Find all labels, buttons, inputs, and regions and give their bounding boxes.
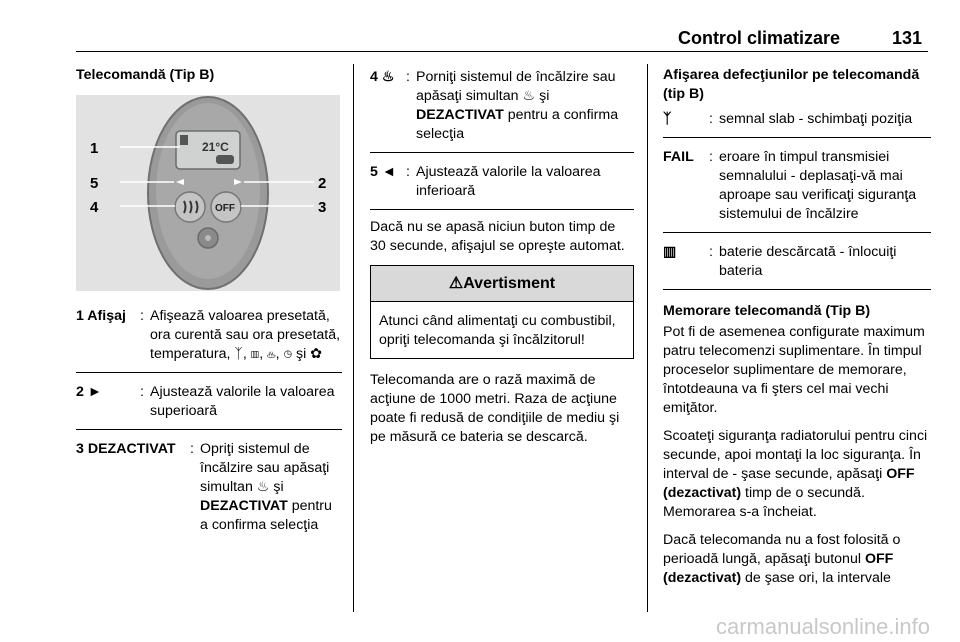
column-2	[370, 66, 634, 456]
column-divider	[647, 64, 648, 612]
definition-item-4: 4 ♨ : Porniţi sistemul de încălzire sau apăsaţi simultan ♨ şi DEZACTIVAT pentru a confirma selecţia	[370, 66, 634, 153]
warning-box	[370, 265, 634, 359]
callout-3: 3	[318, 199, 327, 216]
section-heading: Telecomandă (Tip B)	[76, 67, 215, 83]
paragraph: Dacă nu se apasă niciun buton timp de 30 secunde, afişajul se opreşte automat.	[370, 219, 625, 254]
column-divider	[353, 64, 354, 612]
remote-control-figure	[76, 95, 340, 291]
section-heading: Afişarea defecţiunilor pe telecomandă (tip B)	[663, 67, 920, 102]
section-heading: Memorare telecomandă (Tip B)	[663, 303, 871, 319]
item-key: 4 ♨	[370, 69, 395, 85]
fault-item: ᛉ : semnal slab - schimbaţi poziţia	[663, 108, 931, 138]
item-text: Ajustează valorile la valoarea superioară	[150, 384, 335, 419]
warning-title: ⚠Avertisment	[371, 266, 633, 302]
item-text: Porniţi sistemul de încălzire sau apăsaţi simultan ♨ şi DEZACTIVAT pentru a confirma selecţia	[416, 69, 619, 142]
page-header	[76, 0, 928, 52]
column-1	[76, 66, 342, 551]
item-text: Afişează valoarea presetată, ora curentă sau ora presetată, temperatura, ᛉ, ▥, ♨, ◷ şi ✿	[150, 308, 341, 362]
callout-5: 5	[90, 175, 99, 192]
paragraph: Dacă telecomanda nu a fost folosită o perioadă lungă, apăsaţi butonul OFF (dezactivat) de şase ori, la intervale	[663, 532, 901, 586]
battery-icon: ▥	[663, 244, 677, 260]
definition-item-3: 3 DEZACTIVAT : Opriţi sistemul de încălzire sau apăsaţi simultan ♨ şi DEZACTIVAT pentru a confirma selecţia	[76, 438, 342, 543]
screen-temperature: 21°C	[202, 140, 229, 154]
item-key: 1 Afişaj	[76, 308, 126, 324]
heating-button	[175, 192, 205, 222]
page-title: Control climatizare	[677, 28, 840, 48]
svg-text:OFF: OFF	[215, 203, 235, 214]
paragraph: Telecomanda are o rază maximă de acţiune de 1000 metri. Raza de acţiune poate fi redusă de condiţiile de mediu şi pe măsură ce bateria se descarcă.	[370, 372, 620, 445]
definition-item-2: 2 ► : Ajustează valorile la valoarea superioară	[76, 381, 342, 430]
paragraph: Scoateţi siguranţa radiatorului pentru cinci secunde, apoi montaţi la loc siguranţa. În interval de - şase secunde, apăsaţi OFF (dezactivat) timp de o secundă. Memorarea s-a încheiat.	[663, 428, 928, 520]
warning-body: Atunci când alimentaţi cu combustibil, opriţi telecomanda şi încălzitorul!	[379, 313, 616, 348]
item-text: baterie descărcată - înlocuiţi bateria	[719, 244, 897, 279]
watermark: carmanualsonline.info	[715, 614, 930, 639]
definition-item-5: 5 ◄ : Ajustează valorile la valoarea inferioară	[370, 161, 634, 210]
fault-item: FAIL : eroare în timpul transmisiei semnalului - deplasaţi-vă mai aproape sau verificaţi siguranţa sistemului de încălzire	[663, 146, 931, 233]
column-3	[663, 66, 931, 597]
callout-2: 2	[318, 175, 327, 192]
page-number: 131	[891, 28, 922, 48]
callout-4: 4	[90, 199, 99, 216]
item-key: 2 ►	[76, 384, 102, 400]
item-key: FAIL	[663, 149, 694, 165]
fault-item: ▥ : baterie descărcată - înlocuiţi bateria	[663, 241, 931, 290]
item-text: Opriţi sistemul de încălzire sau apăsaţi simultan ♨ şi DEZACTIVAT pentru a confirma selecţia	[200, 441, 332, 533]
item-key: 5 ◄	[370, 164, 396, 180]
item-text: Ajustează valorile la valoarea inferioară	[416, 164, 601, 199]
callout-1: 1	[90, 140, 99, 157]
item-key: 3 DEZACTIVAT	[76, 441, 176, 457]
signal-icon: ᛉ	[663, 111, 672, 127]
paragraph: Pot fi de asemenea configurate maximum patru telecomenzi suplimentare. În timpul proceselor suplimentare de memorare, întotdeauna va fi şters cel mai vechi emiţător.	[663, 324, 925, 416]
definition-item-1: 1 Afişaj : Afişează valoarea presetată, ora curentă sau ora presetată, temperatura, ᛉ, ▥, ♨, ◷ şi ✿	[76, 305, 342, 373]
item-text: semnal slab - schimbaţi poziţia	[719, 111, 913, 127]
remote-control-illustration	[76, 95, 340, 291]
item-text: eroare în timpul transmisiei semnalului - deplasaţi-vă mai aproape sau verificaţi siguranţa sistemului de încălzire	[719, 149, 917, 222]
